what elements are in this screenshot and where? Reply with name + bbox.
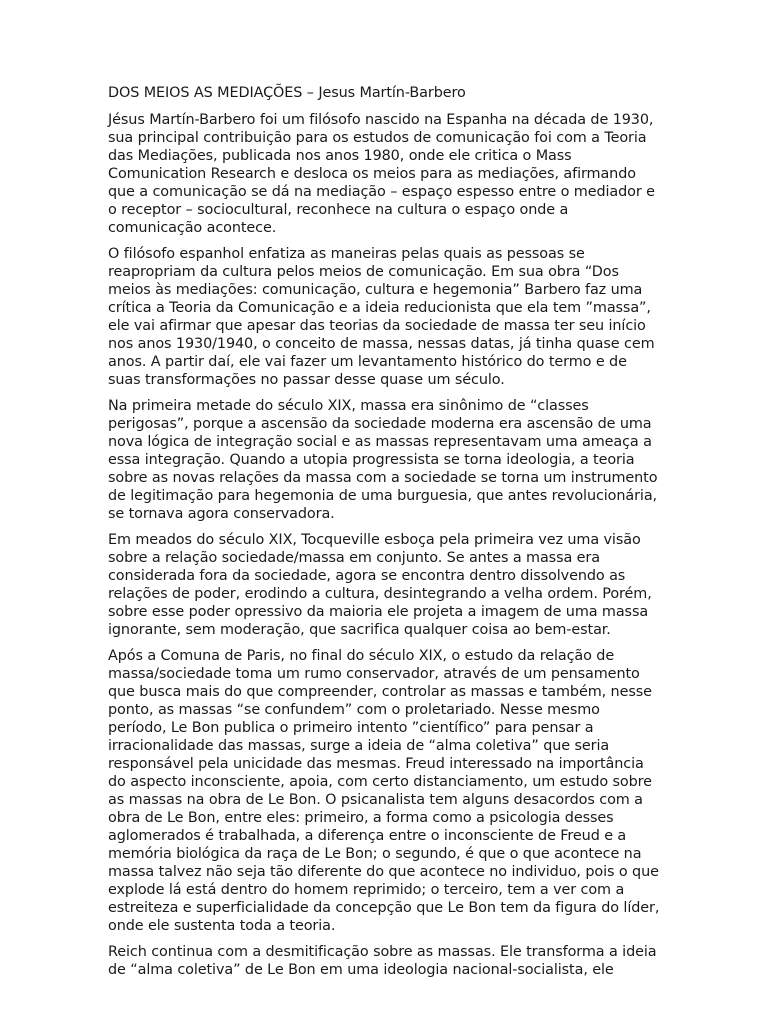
paragraph-comuna-paris: Após a Comuna de Paris, no final do século XIX, o estudo da relação de massa/sociedade toma um rumo conservador, através de um pensamento que busca mais do que compreender, controlar as massas e também, nesse ponto, as massas “se confundem” com o proletariado. Nesse mesmo período, Le Bon publica o primeiro intento ”científico” para pensar a irracionalidade das massas, surge a ideia de “alma coletiva” que seria responsável pela unicidade das mesmas. Freud interessado na importância do aspecto inconsciente, apoia, com certo distanciamento, um estudo sobre as massas na obra de Le Bon. O psicanalista tem alguns desacordos com a obra de Le Bon, entre eles: primeiro, a forma como a psicologia desses aglomerados é trabalhada, a diferença entre o inconsciente de Freud e a memória biológica da raça de Le Bon; o segundo, é que o que acontece na massa talvez não seja tão diferente do que acontece no individuo, pois o que explode lá está dentro do homem reprimido; o terceiro, tem a ver com a estreiteza e superficialidade da concepção que Le Bon tem da figura do líder, onde ele sustenta toda a teoria. xyxy=(108,648,660,934)
paragraph-intro: Jésus Martín-Barbero foi um filósofo nascido na Espanha na década de 1930, sua principal contribuição para os estudos de comunicação foi com a Teoria das Mediações, publicada nos anos 1980, onde ele critica o Mass Comunication Research e desloca os meios para as mediações, afirmando que a comunicação se dá na mediação – espaço espesso entre o mediador e o receptor – sociocultural, reconhece na cultura o espaço onde a comunicação acontece. xyxy=(108,112,655,236)
paragraph-tocqueville: Em meados do século XIX, Tocqueville esboça pela primeira vez uma visão sobre a relação sociedade/massa em conjunto. Se antes a massa era considerada fora da sociedade, agora se encontra dentro dissolvendo as relações de poder, erodindo a cultura, desintegrando a velha ordem. Porém, sobre esse poder opressivo da maioria ele projeta a imagem de uma massa ignorante, sem moderação, que sacrifica qualquer coisa ao bem-estar. xyxy=(108,532,652,638)
paragraph-reappropriation: O filósofo espanhol enfatiza as maneiras pelas quais as pessoas se reapropriam da cultura pelos meios de comunicação. Em sua obra “Dos meios às mediações: comunicação, cultura e hegemonia” Barbero faz uma crítica a Teoria da Comunicação e a ideia reducionista que ela tem ”massa”, ele vai afirmar que apesar das teorias da sociedade de massa ter seu início nos anos 1930/1940, o conceito de massa, nessas datas, já tinha quase cem anos. A partir daí, ele vai fazer um levantamento histórico do termo e de suas transformações no passar desse quase um século. xyxy=(108,246,655,388)
document-page xyxy=(108,84,660,987)
paragraph-first-half-xix: Na primeira metade do século XIX, massa era sinônimo de “classes perigosas”, porque a ascensão da sociedade moderna era ascensão de uma nova lógica de integração social e as massas representavam uma ameaça a essa integração. Quando a utopia progressista se torna ideologia, a teoria sobre as novas relações da massa com a sociedade se torna um instrumento de legitimação para hegemonia de uma burguesia, que antes revolucionária, se tornava agora conservadora. xyxy=(108,398,658,522)
paragraph-reich: Reich continua com a desmitificação sobre as massas. Ele transforma a ideia de “alma coletiva” de Le Bon em uma ideologia nacional-socialista, ele xyxy=(108,944,657,978)
document-title: DOS MEIOS AS MEDIAÇÕES – Jesus Martín-Barbero xyxy=(108,85,466,101)
